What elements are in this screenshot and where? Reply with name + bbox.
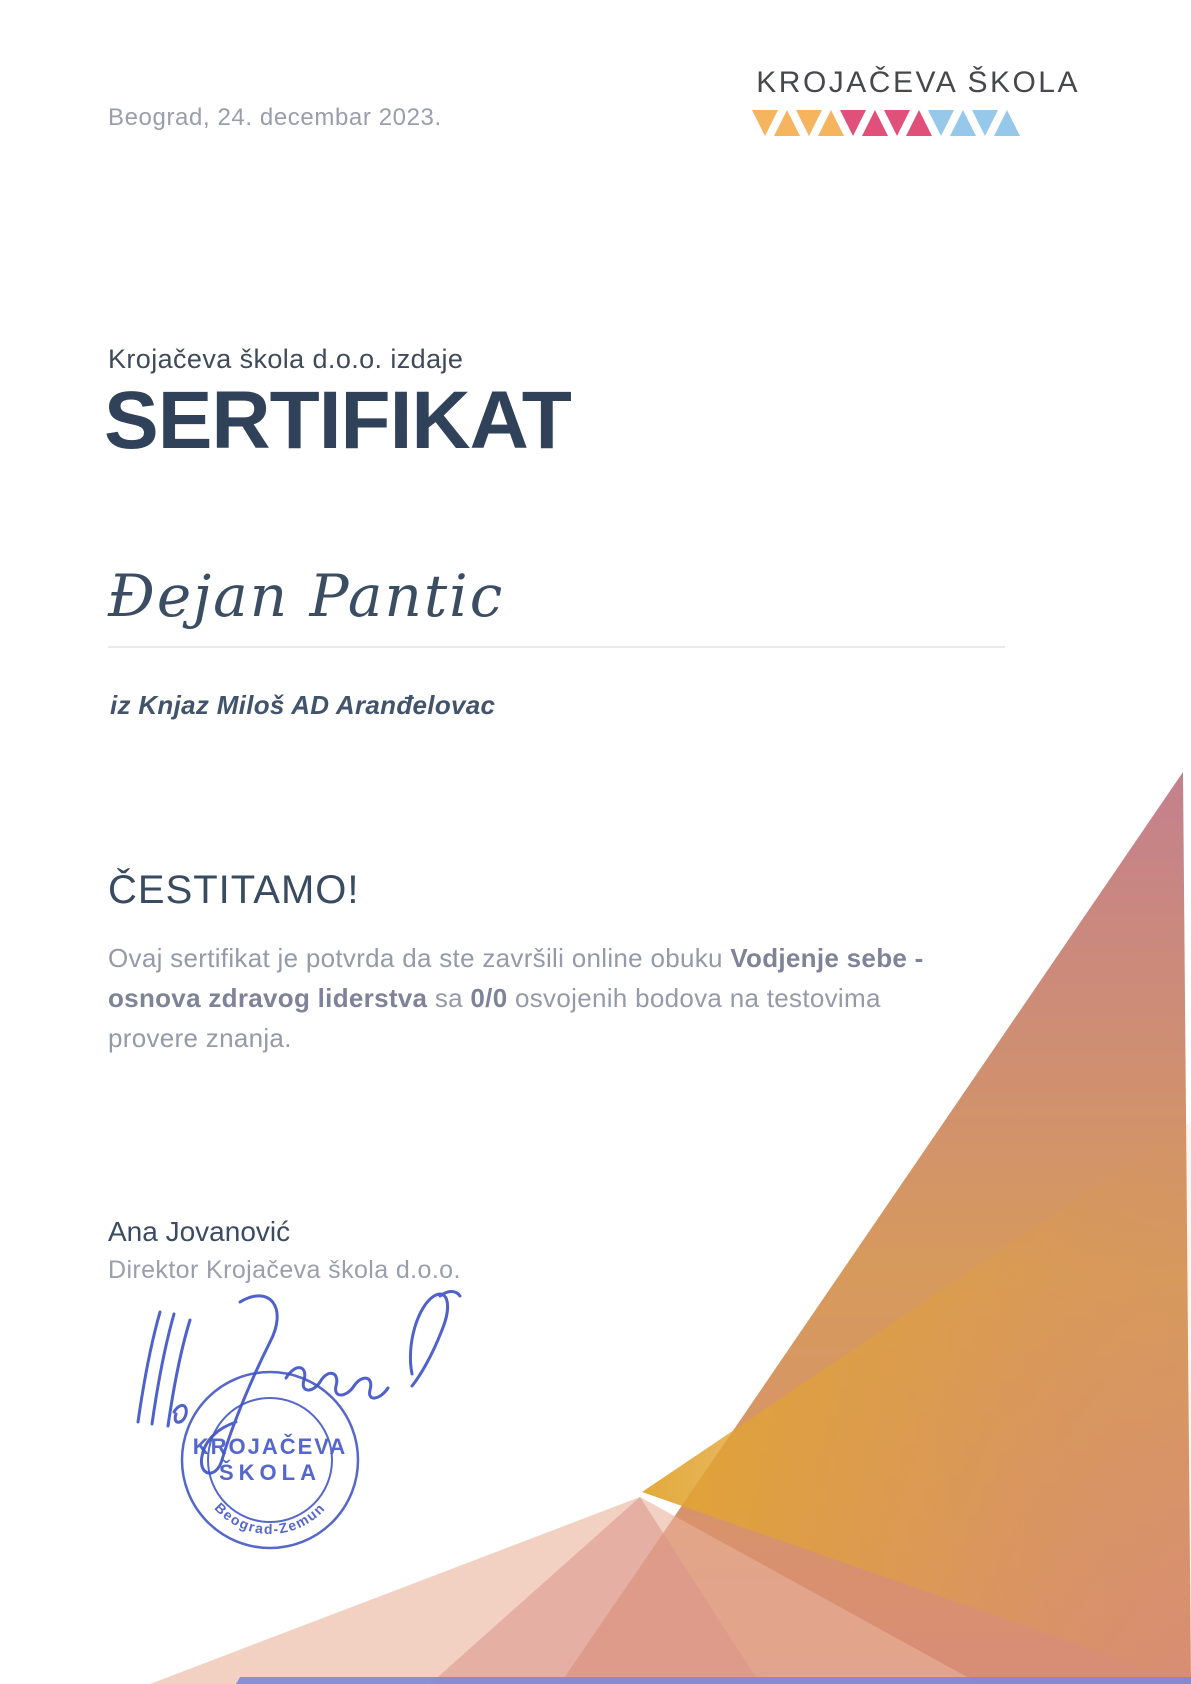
logo-triangle-up xyxy=(994,110,1020,136)
congrats-text: Ovaj sertifikat je potvrda da ste završili online obuku xyxy=(108,943,731,973)
congrats-body xyxy=(108,938,976,1058)
signature-and-stamp xyxy=(90,1280,490,1580)
congrats-heading: ČESTITAMO! xyxy=(108,868,360,912)
recipient-name: Đejan Pantic xyxy=(108,562,505,630)
congrats-bold-text: Vodjenje sebe - osnova zdravog liderstva xyxy=(108,943,924,1013)
round-stamp-icon xyxy=(182,1372,358,1548)
svg-text:Beograd-Zemun xyxy=(212,1499,329,1537)
issue-date: Beograd, 24. decembar 2023. xyxy=(108,104,442,131)
stamp-line2: ŠKOLA xyxy=(219,1460,321,1485)
congrats-text: osvojenih bodova na testovima provere znanja. xyxy=(108,983,881,1053)
logo-triangles xyxy=(752,110,1020,136)
stamp-arc-text: Beograd-Zemun xyxy=(211,1499,329,1538)
name-underline xyxy=(108,646,1005,648)
congrats-bold-text: 0/0 xyxy=(470,983,515,1013)
certificate-title: SERTIFIKAT xyxy=(104,375,571,466)
congrats-text: sa xyxy=(427,983,471,1013)
stamp-line1: KROJAČEVA xyxy=(192,1434,348,1459)
issuer-line: Krojačeva škola d.o.o. izdaje xyxy=(108,344,464,374)
school-logo-wordmark: KROJAČEVA ŠKOLA xyxy=(756,66,1080,99)
signatory-role: Direktor Krojačeva škola d.o.o. xyxy=(108,1256,461,1284)
signatory-name: Ana Jovanović xyxy=(108,1216,291,1247)
recipient-affiliation: iz Knjaz Miloš AD Aranđelovac xyxy=(110,690,496,720)
